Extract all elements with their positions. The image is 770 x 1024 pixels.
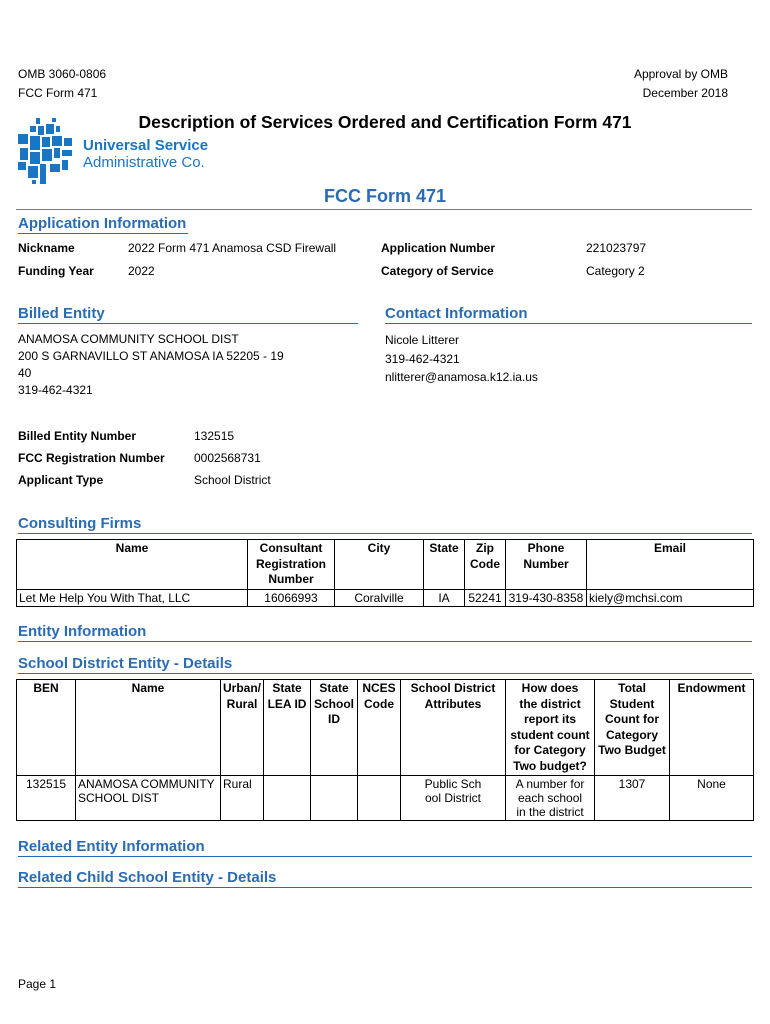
school-district-heading-text: School District Entity - Details: [18, 655, 752, 674]
col-email: Email: [587, 540, 754, 590]
consulting-table: [16, 539, 754, 607]
applicant-type-value: School District: [194, 473, 271, 487]
app-number-label: Application Number: [381, 241, 496, 255]
table-row: [17, 776, 754, 821]
col-total-2: Student: [609, 696, 655, 711]
nickname-value: 2022 Form 471 Anamosa CSD Firewall: [128, 241, 337, 255]
page-number: Page 1: [18, 977, 57, 991]
col-city: City: [335, 540, 424, 590]
consultant-zip: 52241: [465, 589, 506, 606]
col-how-report: [506, 680, 595, 776]
col-lea: [264, 680, 311, 776]
consulting-heading-text: Consulting Firms: [18, 515, 752, 534]
school-district-heading: [18, 655, 752, 674]
col-zip: [465, 540, 506, 590]
entity-how-report: [506, 776, 595, 821]
app-number-value: 221023797: [586, 241, 647, 255]
related-child-heading: [18, 869, 752, 888]
consultant-phone: 319-430-8358: [506, 589, 587, 606]
consulting-heading: [18, 515, 752, 534]
nickname-label: Nickname: [18, 241, 75, 255]
funding-year-value: 2022: [128, 264, 155, 278]
entity-attributes-1: Public Sch: [424, 777, 482, 791]
col-registration-3: Number: [268, 572, 314, 586]
col-attributes-1: School District: [410, 681, 496, 695]
ben-label: Billed Entity Number: [18, 429, 137, 443]
col-school-id-1: State: [319, 681, 349, 695]
col-total-3: Count for: [605, 712, 659, 726]
col-urban-1: Urban/: [223, 681, 262, 695]
entity-school-id: [311, 776, 358, 821]
usac-logo-icon: [16, 116, 86, 186]
col-urban: [221, 680, 264, 776]
contact-email: nlitterer@anamosa.k12.ia.us: [385, 370, 538, 384]
col-state: State: [424, 540, 465, 590]
billed-address-1: 200 S GARNAVILLO ST ANAMOSA IA 52205 - 19: [18, 349, 284, 363]
billed-name: ANAMOSA COMMUNITY SCHOOL DIST: [18, 332, 239, 346]
col-how-1: How does: [521, 681, 579, 695]
entity-how-2: each school: [517, 791, 583, 805]
col-registration-2: Registration: [255, 556, 326, 571]
approval-date: December 2018: [642, 86, 728, 100]
logo-line-2: Administrative Co.: [83, 154, 205, 171]
col-name: Name: [17, 540, 248, 590]
billed-heading: [18, 305, 358, 324]
consultant-reg: 16066993: [248, 589, 335, 606]
heading-divider: [16, 209, 752, 210]
related-heading-text: Related Entity Information: [18, 838, 752, 857]
col-registration-1: Consultant: [259, 541, 323, 555]
entity-name: [76, 776, 221, 821]
col-zip-2: Code: [470, 556, 500, 571]
consultant-city: Coralville: [335, 589, 424, 606]
contact-heading-text: Contact Information: [385, 305, 752, 324]
col-attributes: [401, 680, 506, 776]
entity-attributes: [401, 776, 506, 821]
applicant-type-label: Applicant Type: [18, 473, 104, 487]
col-lea-2: LEA ID: [267, 696, 307, 711]
col-how-6: Two budget?: [513, 758, 587, 773]
billed-phone: 319-462-4321: [18, 383, 93, 397]
contact-heading: [385, 305, 752, 324]
contact-phone: 319-462-4321: [385, 351, 460, 366]
col-nces-1: NCES: [362, 681, 396, 695]
fcc-reg-value: 0002568731: [194, 451, 261, 465]
col-total-4: Category: [606, 727, 659, 742]
billed-address-2: 40: [18, 366, 32, 380]
funding-year-label: Funding Year: [18, 264, 94, 278]
col-zip-1: Zip: [476, 541, 494, 555]
billed-address-block: [18, 331, 284, 399]
related-child-heading-text: Related Child School Entity - Details: [18, 869, 752, 888]
form-number: FCC Form 471: [18, 86, 98, 100]
logo-line-1: Universal Service: [83, 137, 209, 154]
contact-name: Nicole Litterer: [385, 333, 460, 347]
entity-header-row: [17, 680, 754, 776]
col-how-3: report its: [524, 712, 577, 726]
application-heading-text: Application Information: [18, 215, 187, 232]
col-registration: [248, 540, 335, 590]
col-how-5: for Category: [514, 743, 586, 757]
header-left: [18, 65, 106, 103]
entity-ben: 132515: [17, 776, 76, 821]
col-school-id-2: School: [314, 696, 355, 711]
col-ben: BEN: [17, 680, 76, 776]
col-school-id-3: ID: [328, 712, 341, 726]
col-how-2: the district: [519, 696, 581, 711]
entity-name-2: SCHOOL DIST: [78, 791, 159, 805]
entity-name-1: ANAMOSA COMMUNITY: [78, 777, 215, 791]
omb-number: OMB 3060-0806: [18, 67, 107, 81]
header-right: [634, 65, 728, 103]
entity-how-3: in the district: [516, 805, 584, 819]
consulting-header-row: [17, 540, 754, 590]
col-lea-1: State: [272, 681, 302, 695]
entity-lea: [264, 776, 311, 821]
entity-attributes-2: ool District: [425, 791, 482, 805]
col-total-1: Total: [618, 681, 646, 695]
col-how-4: student count: [510, 727, 590, 742]
col-phone-1: Phone: [527, 541, 565, 555]
entity-heading-text: Entity Information: [18, 623, 752, 642]
application-heading: [18, 215, 188, 234]
col-school-id: [311, 680, 358, 776]
col-phone: [506, 540, 587, 590]
usac-logo: [16, 116, 216, 186]
fcc-reg-label: FCC Registration Number: [18, 451, 165, 465]
entity-urban: Rural: [221, 776, 264, 821]
entity-how-1: A number for: [515, 777, 585, 791]
consultant-email: kiely@mchsi.com: [587, 589, 754, 606]
col-phone-2: Number: [523, 556, 569, 571]
approval-text: Approval by OMB: [633, 67, 728, 81]
category-label: Category of Service: [381, 264, 494, 278]
ben-value: 132515: [194, 429, 235, 443]
col-endowment: Endowment: [670, 680, 754, 776]
entity-table: [16, 679, 754, 821]
col-total-count: [595, 680, 670, 776]
col-total-5: Two Budget: [598, 743, 666, 757]
contact-block: [385, 331, 538, 387]
billed-heading-text: Billed Entity: [18, 305, 358, 324]
consultant-name: Let Me Help You With That, LLC: [17, 589, 248, 606]
col-attributes-2: Attributes: [424, 696, 482, 711]
col-nces: [358, 680, 401, 776]
table-row: [17, 589, 754, 606]
col-urban-2: Rural: [226, 696, 258, 711]
entity-heading: [18, 623, 752, 642]
category-value: Category 2: [586, 264, 645, 278]
col-entity-name: Name: [76, 680, 221, 776]
consultant-state: IA: [424, 589, 465, 606]
entity-nces: [358, 776, 401, 821]
entity-total: 1307: [595, 776, 670, 821]
entity-endowment: None: [670, 776, 754, 821]
form-heading: FCC Form 471: [323, 186, 447, 206]
col-nces-2: Code: [364, 696, 395, 711]
related-heading: [18, 838, 752, 857]
page-title: Description of Services Ordered and Certification Form 471: [138, 112, 632, 132]
